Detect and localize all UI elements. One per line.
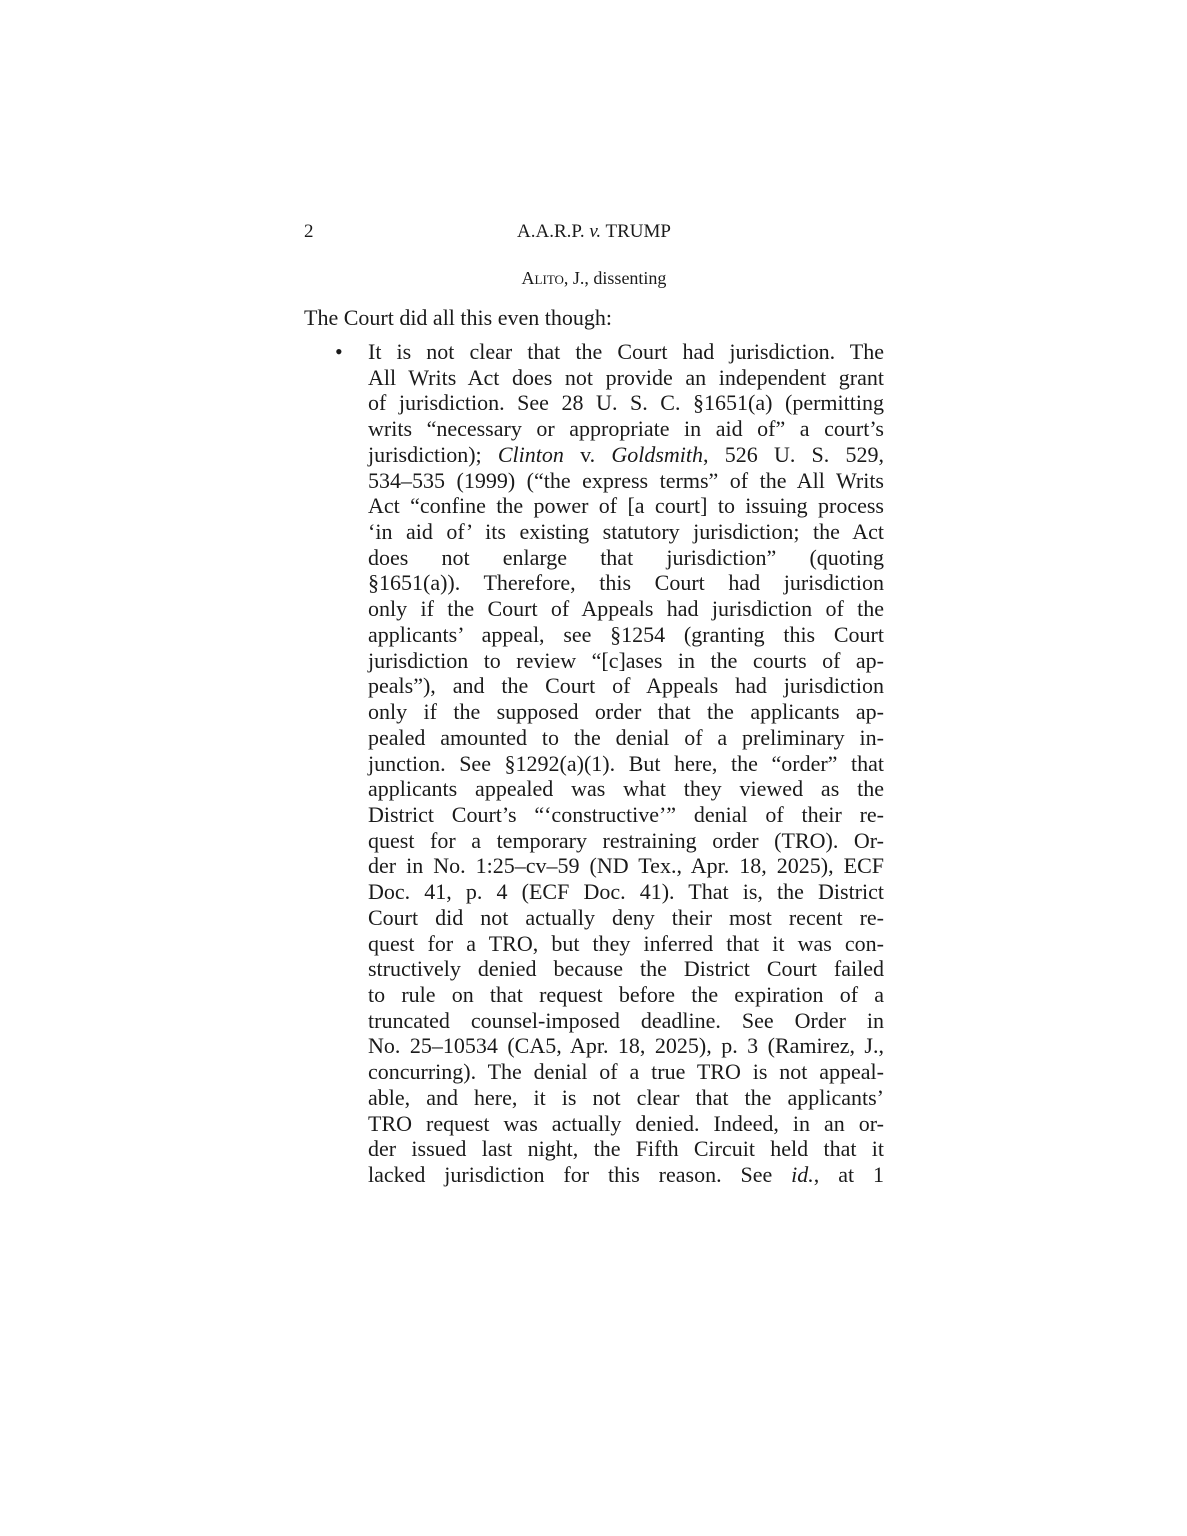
italic-citation: Clinton — [497, 441, 564, 467]
text-line: truncated counsel-imposed deadline. See Order in — [368, 1007, 884, 1033]
italic-citation: Goldsmith — [611, 441, 704, 467]
text-line: applicants appealed was what they viewed as the — [368, 776, 884, 802]
intro-paragraph: The Court did all this even though: — [304, 305, 612, 330]
text-line: lacked jurisdiction for this reason. See id., at 1 — [368, 1162, 884, 1187]
text-line: only if the Court of Appeals had jurisdiction of the — [368, 596, 884, 622]
opinion-label — [304, 266, 884, 290]
text-line: concurring). The denial of a true TRO is not appeal- — [368, 1059, 884, 1085]
bullet-icon: • — [335, 339, 343, 364]
text-line: ‘in aid of’ its existing statutory jurisdiction; the Act — [368, 519, 884, 545]
text-line: District Court’s “‘constructive’” denial of their re- — [368, 801, 884, 827]
text-line: It is not clear that the Court had jurisdiction. The — [368, 339, 884, 364]
text-line: Court did not actually deny their most recent re- — [368, 904, 884, 930]
text-line: §1651(a)). Therefore, this Court had jurisdiction — [368, 570, 884, 596]
text-line: TRO request was actually denied. Indeed, in an or- — [368, 1110, 884, 1136]
text-line: quest for a TRO, but they inferred that it was con- — [368, 930, 884, 956]
italic-citation: id. — [791, 1162, 814, 1187]
text-line: to rule on that request before the expiration of a — [368, 981, 884, 1007]
text-line: jurisdiction); Clinton v. Goldsmith, 526 U. S. 529, — [368, 441, 884, 467]
text-line: only if the supposed order that the applicants ap- — [368, 699, 884, 725]
text-line: does not enlarge that jurisdiction” (quoting — [368, 544, 884, 570]
case-title-part2: TRUMP — [605, 221, 671, 242]
text-line: Act “confine the power of [a court] to issuing process — [368, 493, 884, 519]
text-line: able, and here, it is not clear that the applicants’ — [368, 1084, 884, 1110]
text-line: pealed amounted to the denial of a preliminary in- — [368, 724, 884, 750]
running-title — [304, 220, 884, 244]
text-line: junction. See §1292(a)(1). But here, the “order” that — [368, 750, 884, 776]
case-title-v: v. — [589, 221, 602, 242]
opinion-author: Alito — [521, 268, 564, 288]
text-line: applicants’ appeal, see §1254 (granting this Court — [368, 621, 884, 647]
text-line: No. 25–10534 (CA5, Apr. 18, 2025), p. 3 (Ramirez, J., — [368, 1033, 884, 1059]
page-number: 2 — [304, 221, 314, 242]
text-line: structively denied because the District Court failed — [368, 956, 884, 982]
text-line: Doc. 41, p. 4 (ECF Doc. 41). That is, the District — [368, 879, 884, 905]
text-line: peals”), and the Court of Appeals had jurisdiction — [368, 673, 884, 699]
opinion-suffix: , J., dissenting — [563, 268, 667, 288]
text-line: der in No. 1:25–cv–59 (ND Tex., Apr. 18, 2025), ECF — [368, 853, 884, 879]
text-line: der issued last night, the Fifth Circuit held that it — [368, 1136, 884, 1162]
bullet-paragraph — [368, 339, 884, 1188]
text-line: quest for a temporary restraining order (TRO). Or- — [368, 827, 884, 853]
case-title-part1: A.A.R.P. — [517, 221, 585, 242]
text-line: jurisdiction to review “[c]ases in the courts of ap- — [368, 647, 884, 673]
text-line: 534–535 (1999) (“the express terms” of the All Writs — [368, 467, 884, 493]
text-line: of jurisdiction. See 28 U. S. C. §1651(a) (permitting — [368, 390, 884, 416]
text-line: writs “necessary or appropriate in aid of” a court’s — [368, 416, 884, 442]
text-line: All Writs Act does not provide an independent grant — [368, 364, 884, 390]
